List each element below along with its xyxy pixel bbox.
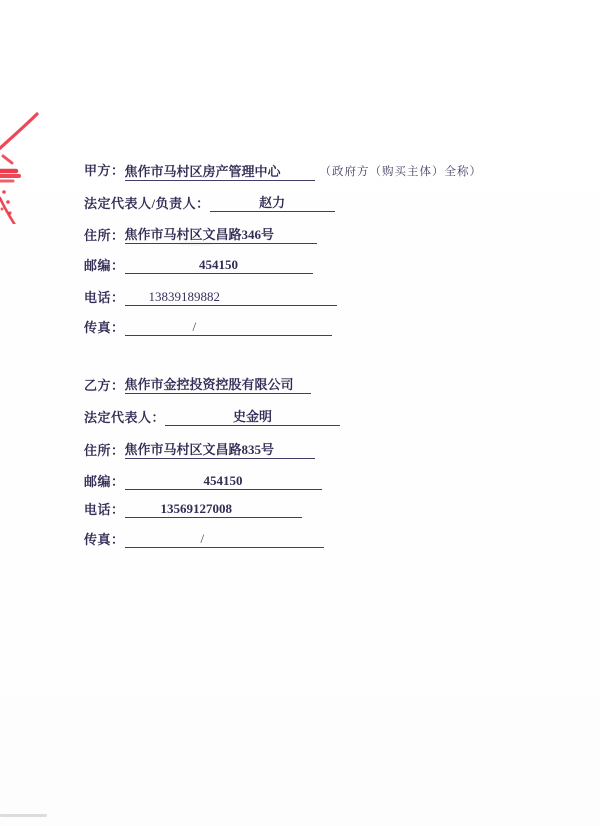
party-b-name: 焦作市金控投资控股有限公司: [125, 376, 311, 394]
party-a-fax-value: /: [125, 318, 332, 336]
party-a-zip-label: 邮编：: [84, 258, 125, 273]
party-b-addr-value: 焦作市马村区文昌路835号: [125, 441, 315, 459]
party-a-name-suffix: （政府方（购买主体）全称）: [319, 166, 483, 178]
party-a-addr-value: 焦作市马村区文昌路346号: [125, 226, 317, 244]
party-b-zip-label: 邮编：: [84, 474, 125, 489]
party-a-addr-row: [84, 226, 317, 244]
party-a-fax-label: 传真：: [84, 320, 125, 335]
party-a-tel-label: 电话：: [84, 290, 125, 305]
party-b-fax-label: 传真：: [84, 532, 125, 547]
party-b-title-row: [84, 376, 311, 394]
party-a-fax-row: [84, 318, 332, 336]
party-a-name: 焦作市马村区房产管理中心: [125, 163, 315, 181]
party-a-zip-value: 454150: [125, 256, 313, 274]
party-a-zip-row: [84, 256, 313, 274]
party-a-tel-value: 13839189882: [125, 288, 337, 306]
scan-edge-artifact: [0, 814, 47, 817]
party-a-title-row: [84, 162, 482, 180]
party-a-addr-label: 住所：: [84, 228, 125, 243]
party-b-tel-value: 13569127008: [125, 500, 302, 518]
party-a-tel-row: [84, 288, 337, 306]
party-b-label: 乙方：: [84, 378, 125, 393]
party-b-addr-label: 住所：: [84, 443, 125, 458]
party-a-rep-value: 赵力: [210, 194, 335, 212]
party-b-rep-row: [84, 408, 340, 426]
party-b-rep-label: 法定代表人：: [84, 410, 166, 425]
party-b-fax-value: /: [125, 530, 324, 548]
party-a-rep-row: [84, 194, 335, 212]
party-b-addr-row: [84, 441, 315, 459]
party-b-tel-label: 电话：: [84, 502, 125, 517]
party-b-rep-value: 史金明: [165, 408, 340, 426]
party-b-zip-row: [84, 472, 322, 490]
party-a-label: 甲方：: [84, 163, 125, 178]
party-b-fax-row: [84, 530, 324, 548]
party-b-tel-row: [84, 500, 302, 518]
party-b-zip-value: 454150: [125, 472, 322, 490]
party-a-rep-label: 法定代表人/负责人：: [84, 196, 210, 211]
red-seal-fragment-icon: [0, 112, 45, 224]
